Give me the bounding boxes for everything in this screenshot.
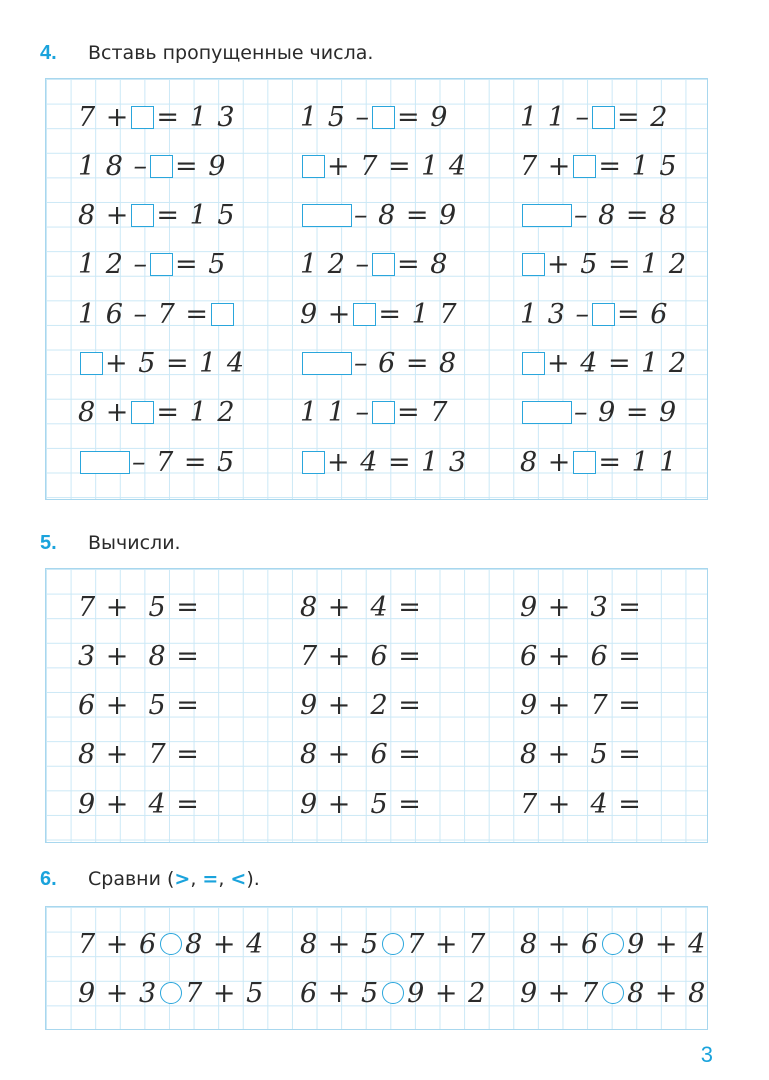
equation	[300, 396, 448, 430]
answer-box[interactable]	[302, 352, 352, 375]
answer-box[interactable]	[150, 155, 173, 178]
answer-box[interactable]	[372, 106, 395, 129]
equation-right: + 4 = 1 2	[547, 348, 688, 379]
equation	[300, 445, 467, 479]
equation-right: – 7 = 5	[132, 446, 236, 478]
comparison-left: 7 + 6	[78, 928, 158, 960]
equation-left: 8 +	[78, 397, 130, 429]
equation	[300, 248, 448, 282]
expression-text: 9 + 7 =	[520, 690, 642, 722]
equation-left: 1 3 –	[520, 298, 591, 330]
equation-right: = 1 3	[156, 101, 236, 133]
expression	[78, 738, 200, 772]
expression-text: 9 + 5 =	[300, 788, 422, 820]
equation-right: = 1 7	[378, 298, 458, 330]
answer-box[interactable]	[372, 401, 395, 424]
task-4-heading	[40, 42, 373, 72]
equation	[520, 199, 677, 233]
equation-left: 1 8 –	[78, 150, 149, 182]
answer-box[interactable]	[302, 451, 325, 474]
answer-box[interactable]	[211, 303, 234, 326]
expression	[78, 639, 200, 673]
task-6-sep-2: ,	[218, 868, 231, 890]
equation-right: = 7	[397, 397, 449, 429]
answer-box[interactable]	[592, 303, 615, 326]
expression	[520, 639, 642, 673]
equation	[78, 396, 236, 430]
equation	[300, 100, 448, 134]
equation	[78, 248, 226, 282]
equation-right: – 9 = 9	[574, 397, 678, 429]
equation	[300, 297, 458, 331]
expression	[300, 738, 422, 772]
equation	[520, 347, 687, 381]
answer-box[interactable]	[522, 401, 572, 424]
answer-box[interactable]	[131, 401, 154, 424]
comparison-circle[interactable]	[160, 982, 182, 1004]
task-4-number: 4.	[40, 42, 57, 64]
comparison	[520, 927, 706, 961]
comparison-circle[interactable]	[602, 933, 624, 955]
greater-than-symbol: >	[174, 868, 191, 890]
equation-right: – 6 = 8	[354, 348, 458, 379]
expression-text: 7 + 4 =	[520, 788, 642, 820]
answer-box[interactable]	[592, 106, 615, 129]
answer-box[interactable]	[573, 155, 596, 178]
comparison-left: 9 + 7	[520, 977, 600, 1009]
equation	[78, 297, 236, 331]
equation-right: – 8 = 8	[574, 200, 678, 232]
expression	[78, 787, 200, 821]
expression-text: 8 + 7 =	[78, 739, 200, 771]
expression-text: 8 + 5 =	[520, 739, 642, 771]
expression-text: 3 + 8 =	[78, 640, 200, 672]
expression	[520, 738, 642, 772]
comparison-left: 9 + 3	[78, 977, 158, 1009]
equation-left: 1 6 – 7 =	[78, 298, 209, 330]
expression-text: 9 + 2 =	[300, 690, 422, 722]
comparison-right: 7 + 7	[407, 928, 487, 960]
equation-right: = 9	[397, 101, 449, 133]
equation-left: 8 +	[520, 446, 572, 478]
task-6-title-suffix: ).	[246, 868, 260, 890]
equation-left: 1 1 –	[300, 397, 371, 429]
task-5-number: 5.	[40, 532, 57, 554]
answer-box[interactable]	[302, 204, 352, 227]
task-6-number: 6.	[40, 868, 57, 890]
equation	[300, 149, 467, 183]
comparison-right: 8 + 8	[627, 977, 707, 1009]
equation-left: 1 2 –	[300, 249, 371, 281]
equation	[78, 100, 236, 134]
expression-text: 6 + 5 =	[78, 690, 200, 722]
equation	[520, 445, 678, 479]
answer-box[interactable]	[573, 451, 596, 474]
equation-right: = 1 2	[156, 397, 236, 429]
comparison	[520, 976, 706, 1010]
task-6-grid	[45, 906, 708, 1030]
equation-right: + 5 = 1 2	[547, 249, 688, 281]
comparison-left: 6 + 5	[300, 977, 380, 1009]
answer-box[interactable]	[80, 451, 130, 474]
equation-right: + 4 = 1 3	[327, 446, 468, 478]
equation	[300, 347, 457, 381]
comparison	[78, 976, 264, 1010]
equation-right: = 8	[397, 249, 449, 281]
page-number: 3	[700, 1042, 713, 1067]
comparison-circle[interactable]	[382, 982, 404, 1004]
equals-symbol: =	[202, 868, 219, 890]
equation-right: = 6	[617, 298, 669, 330]
equation	[78, 199, 236, 233]
expression	[300, 639, 422, 673]
comparison-left: 8 + 6	[520, 928, 600, 960]
answer-box[interactable]	[150, 253, 173, 276]
equation-right: = 5	[175, 249, 227, 281]
expression-text: 7 + 5 =	[78, 591, 200, 623]
comparison-right: 9 + 4	[627, 928, 707, 960]
equation-right: + 5 = 1 4	[105, 348, 246, 379]
equation-right: – 8 = 9	[354, 200, 458, 232]
equation	[520, 100, 668, 134]
equation	[300, 199, 457, 233]
equation	[78, 347, 245, 381]
answer-box[interactable]	[302, 155, 325, 178]
equation	[520, 149, 678, 183]
equation-left: 7 +	[78, 101, 130, 133]
answer-box[interactable]	[353, 303, 376, 326]
task-6-title	[88, 868, 260, 890]
comparison	[78, 927, 264, 961]
expression	[300, 689, 422, 723]
equation-left: 1 2 –	[78, 249, 149, 281]
answer-box[interactable]	[522, 204, 572, 227]
equation-left: 1 1 –	[520, 101, 591, 133]
task-6-heading	[40, 868, 260, 898]
equation	[520, 248, 687, 282]
answer-box[interactable]	[372, 253, 395, 276]
answer-box[interactable]	[522, 253, 545, 276]
comparison-right: 7 + 5	[185, 977, 265, 1009]
answer-box[interactable]	[131, 204, 154, 227]
comparison-circle[interactable]	[160, 933, 182, 955]
task-4-title: Вставь пропущенные числа.	[88, 42, 374, 64]
answer-box[interactable]	[522, 352, 545, 375]
equation-right: = 2	[617, 101, 669, 133]
equation-right: = 1 1	[598, 446, 678, 478]
equation-left: 7 +	[520, 150, 572, 182]
comparison	[300, 976, 486, 1010]
comparison-right: 8 + 4	[185, 928, 265, 960]
expression	[520, 787, 642, 821]
equation-right: + 7 = 1 4	[327, 150, 468, 182]
task-5-title: Вычисли.	[88, 532, 181, 554]
expression	[78, 689, 200, 723]
expression-text: 6 + 6 =	[520, 640, 642, 672]
comparison-left: 8 + 5	[300, 928, 380, 960]
equation-right: = 1 5	[156, 200, 236, 232]
equation	[78, 445, 235, 479]
equation-right: = 9	[175, 150, 227, 182]
answer-box[interactable]	[80, 352, 103, 375]
equation-right: = 1 5	[598, 150, 678, 182]
task-6-sep-1: ,	[190, 868, 203, 890]
task-5-grid	[45, 568, 708, 843]
comparison-circle[interactable]	[602, 982, 624, 1004]
equation	[520, 396, 677, 430]
answer-box[interactable]	[131, 106, 154, 129]
expression	[300, 787, 422, 821]
equation-left: 1 5 –	[300, 101, 371, 133]
expression-text: 7 + 6 =	[300, 640, 422, 672]
expression	[300, 590, 422, 624]
expression-text: 8 + 4 =	[300, 591, 422, 623]
task-6-title-prefix: Сравни (	[88, 868, 175, 890]
comparison-right: 9 + 2	[407, 977, 487, 1009]
expression	[78, 590, 200, 624]
equation	[78, 149, 226, 183]
equation-left: 9 +	[300, 298, 352, 330]
expression-text: 8 + 6 =	[300, 739, 422, 771]
equation	[520, 297, 668, 331]
expression-text: 9 + 4 =	[78, 788, 200, 820]
task-5-heading	[40, 532, 181, 562]
comparison-circle[interactable]	[382, 933, 404, 955]
comparison	[300, 927, 486, 961]
expression-text: 9 + 3 =	[520, 591, 642, 623]
expression	[520, 590, 642, 624]
expression	[520, 689, 642, 723]
task-4-grid	[45, 78, 708, 500]
equation-left: 8 +	[78, 200, 130, 232]
less-than-symbol: <	[230, 868, 247, 890]
